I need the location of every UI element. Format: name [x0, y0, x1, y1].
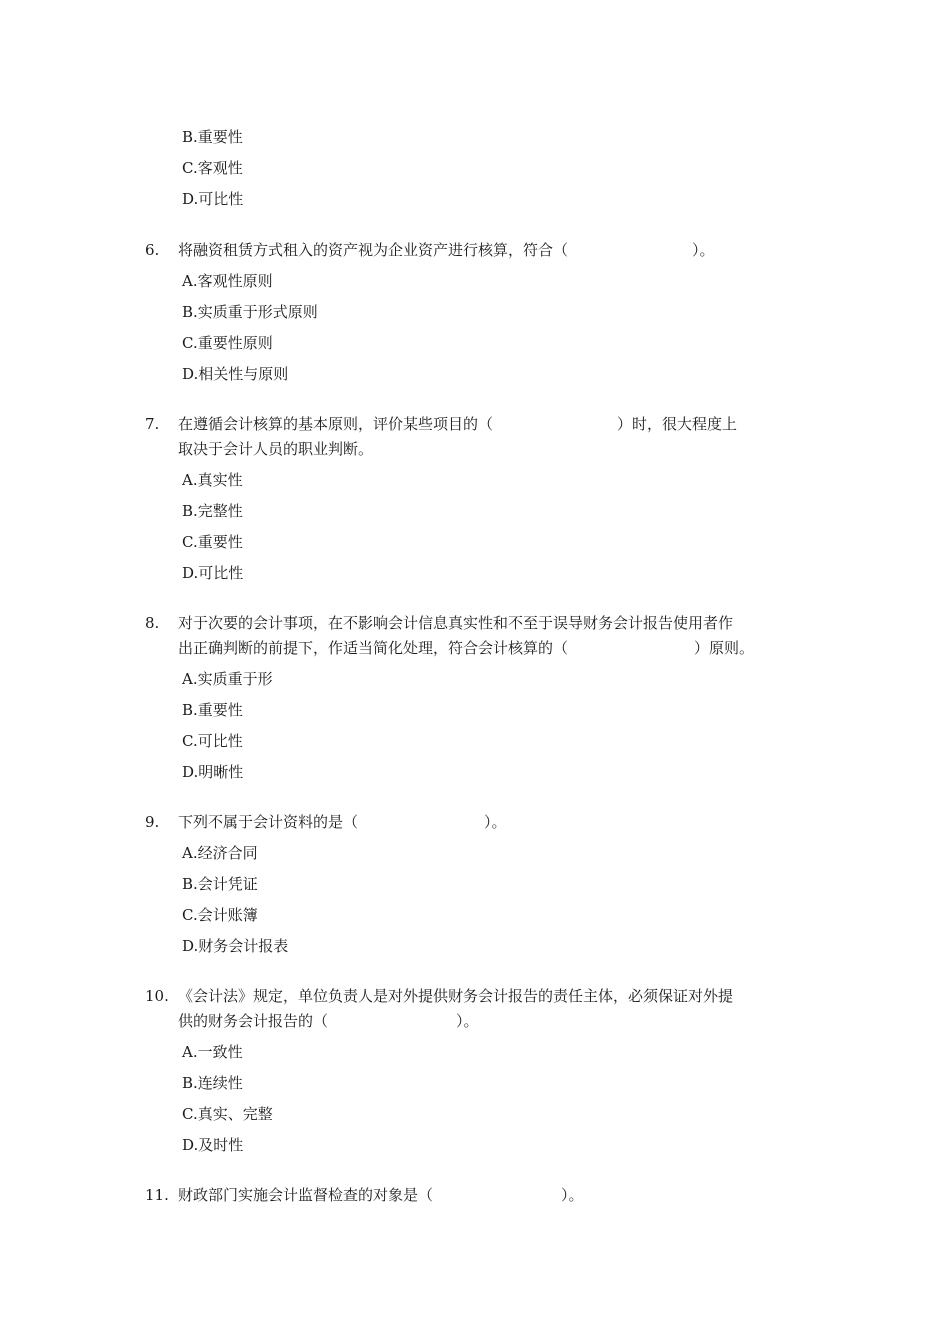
- option-a: A.经济合同: [182, 844, 258, 862]
- question-text-line: 取决于会计人员的职业判断。: [178, 440, 374, 458]
- question-text-line: 将融资租赁方式租入的资产视为企业资产进行核算，符合（ ）。: [178, 241, 715, 259]
- question-text-line: 在遵循会计核算的基本原则，评价某些项目的（ ）时，很大程度上: [178, 415, 738, 433]
- option-carry-d: D.可比性: [182, 190, 244, 208]
- option-a: A.实质重于形: [182, 670, 273, 688]
- option-d: D.明晰性: [182, 763, 244, 781]
- question-text-line: 供的财务会计报告的（ ）。: [178, 1012, 479, 1030]
- option-carry-b: B.重要性: [182, 128, 243, 146]
- question-text-line: 下列不属于会计资料的是（ ）。: [178, 813, 507, 831]
- question-text-line: 财政部门实施会计监督检查的对象是（ ）。: [178, 1186, 584, 1204]
- option-d: D.可比性: [182, 564, 244, 582]
- option-c: C.会计账簿: [182, 906, 258, 924]
- question-number: 9.: [145, 813, 160, 831]
- option-b: B.重要性: [182, 701, 243, 719]
- option-a: A.一致性: [182, 1043, 243, 1061]
- option-b: B.实质重于形式原则: [182, 303, 318, 321]
- option-b: B.会计凭证: [182, 875, 258, 893]
- question-number: 11.: [145, 1186, 169, 1204]
- question-number: 6.: [145, 241, 160, 259]
- option-b: B.完整性: [182, 502, 243, 520]
- question-number: 10.: [145, 987, 169, 1005]
- option-d: D.相关性与原则: [182, 365, 289, 383]
- question-text-line: 对于次要的会计事项，在不影响会计信息真实性和不至于误导财务会计报告使用者作: [178, 614, 734, 632]
- question-number: 8.: [145, 614, 160, 632]
- option-a: A.真实性: [182, 471, 243, 489]
- option-d: D.及时性: [182, 1136, 244, 1154]
- option-b: B.连续性: [182, 1074, 243, 1092]
- option-carry-c: C.客观性: [182, 159, 243, 177]
- question-text-line: 《会计法》规定，单位负责人是对外提供财务会计报告的责任主体，必须保证对外提: [178, 987, 734, 1005]
- option-c: C.重要性原则: [182, 334, 273, 352]
- option-d: D.财务会计报表: [182, 937, 289, 955]
- option-c: C.可比性: [182, 732, 243, 750]
- question-number: 7.: [145, 415, 160, 433]
- option-c: C.重要性: [182, 533, 243, 551]
- option-a: A.客观性原则: [182, 272, 273, 290]
- question-text-line: 出正确判断的前提下，作适当简化处理，符合会计核算的（ ）原则。: [178, 639, 755, 657]
- option-c: C.真实、完整: [182, 1105, 273, 1123]
